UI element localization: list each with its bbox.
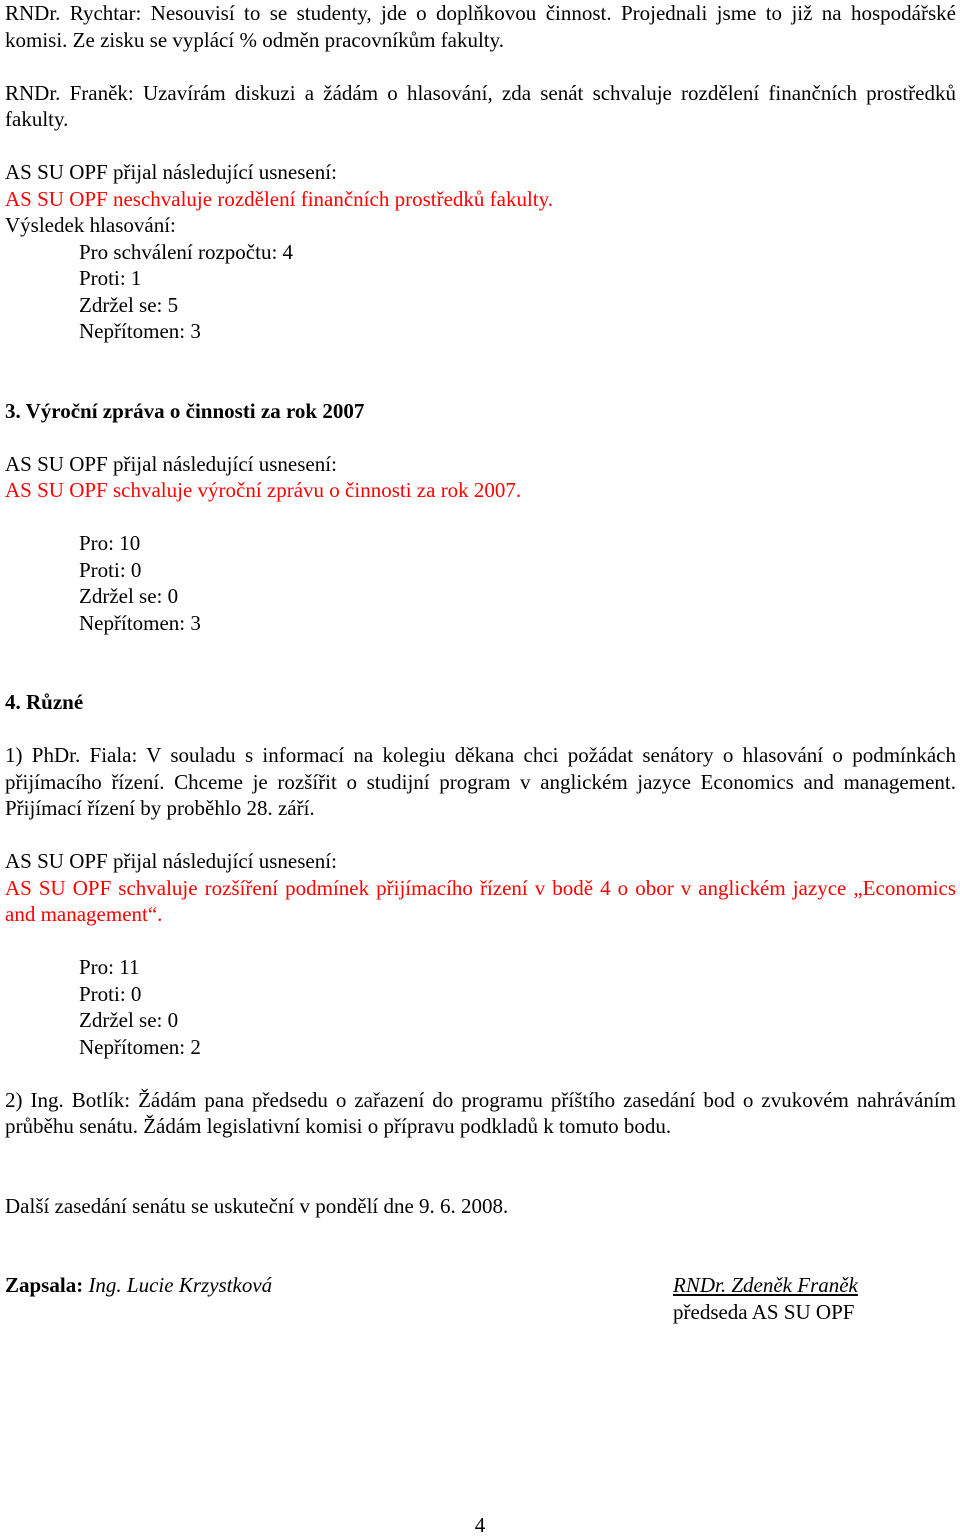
vote-line: Proti: 1 xyxy=(79,266,142,290)
vote-result-label: Výsledek hlasování: xyxy=(5,213,176,237)
document-page xyxy=(5,0,956,1325)
vote-line: Zdržel se: 0 xyxy=(79,1008,179,1032)
vote-line: Proti: 0 xyxy=(79,981,142,1006)
item-botlik: 2) Ing. Botlík: Žádám pana předsedu o zařazení do programu příštího zasedání bod o zvukovém nahráváním průběhu senátu. Žádám legislativní komisi o přípravu podkladů k tomuto bodu. xyxy=(5,1087,956,1138)
vote-line: Pro: 10 xyxy=(79,531,141,555)
vote-line: Nepřítomen: 2 xyxy=(79,1034,201,1059)
item-fiala: 1) PhDr. Fiala: V souladu s informací na kolegiu děkana chci požádat senátory o hlasování o podmínkách přijímacího řízení. Chceme je rozšířit o studijní program v anglickém jazyce Economics and management. Přijímací řízení by proběhlo 28. září. xyxy=(5,743,956,820)
resolution-intro-1: AS SU OPF přijal následující usnesení: xyxy=(5,160,337,184)
recorded-by-name: Ing. Lucie Krzystková xyxy=(88,1273,273,1297)
signature-block xyxy=(5,1272,956,1325)
vote-line: Proti: 0 xyxy=(79,557,142,582)
page-number: 4 xyxy=(474,1513,486,1537)
section-number: 4. xyxy=(5,690,26,714)
vote-line: Zdržel se: 0 xyxy=(79,584,179,608)
section-heading-3: 3. Výroční zpráva o činnosti za rok 2007 xyxy=(5,398,365,423)
chair-title: předseda AS SU OPF xyxy=(673,1299,855,1324)
vote-block-1 xyxy=(5,239,956,345)
section-title: Různé xyxy=(26,690,84,714)
vote-block-3 xyxy=(5,954,956,1060)
chair-signature xyxy=(673,1272,858,1325)
vote-line: Nepřítomen: 3 xyxy=(79,319,201,343)
chair-name: RNDr. Zdeněk Franěk xyxy=(673,1273,858,1297)
resolution-text-3: AS SU OPF schvaluje rozšíření podmínek přijímacího řízení v bodě 4 o obor v anglickém jazyce „Economics and management“. xyxy=(5,875,956,926)
resolution-intro-2: AS SU OPF přijal následující usnesení: xyxy=(5,451,337,476)
paragraph-rychtar: RNDr. Rychtar: Nesouvisí to se studenty, jde o doplňkovou činnost. Projednali jsme to již na hospodářské komisi. Ze zisku se vyplácí % odměn pracovníkům fakulty. xyxy=(5,1,956,52)
resolution-text-2: AS SU OPF schvaluje výroční zprávu o činnosti za rok 2007. xyxy=(5,478,522,502)
vote-line: Zdržel se: 5 xyxy=(79,292,179,317)
recorded-by xyxy=(5,1272,272,1299)
vote-line: Pro: 11 xyxy=(79,955,140,979)
recorded-by-label: Zapsala: xyxy=(5,1273,84,1297)
vote-block-2 xyxy=(5,530,956,636)
vote-line: Nepřítomen: 3 xyxy=(79,610,201,635)
resolution-text-1: AS SU OPF neschvaluje rozdělení finančních prostředků fakulty. xyxy=(5,186,554,211)
next-meeting: Další zasedání senátu se uskuteční v pondělí dne 9. 6. 2008. xyxy=(5,1193,509,1218)
section-heading-4 xyxy=(5,689,956,716)
resolution-intro-3: AS SU OPF přijal následující usnesení: xyxy=(5,849,337,873)
paragraph-franek: RNDr. Franěk: Uzavírám diskuzi a žádám o hlasování, zda senát schvaluje rozdělení finančních prostředků fakulty. xyxy=(5,80,956,131)
vote-line: Pro schválení rozpočtu: 4 xyxy=(79,239,294,264)
